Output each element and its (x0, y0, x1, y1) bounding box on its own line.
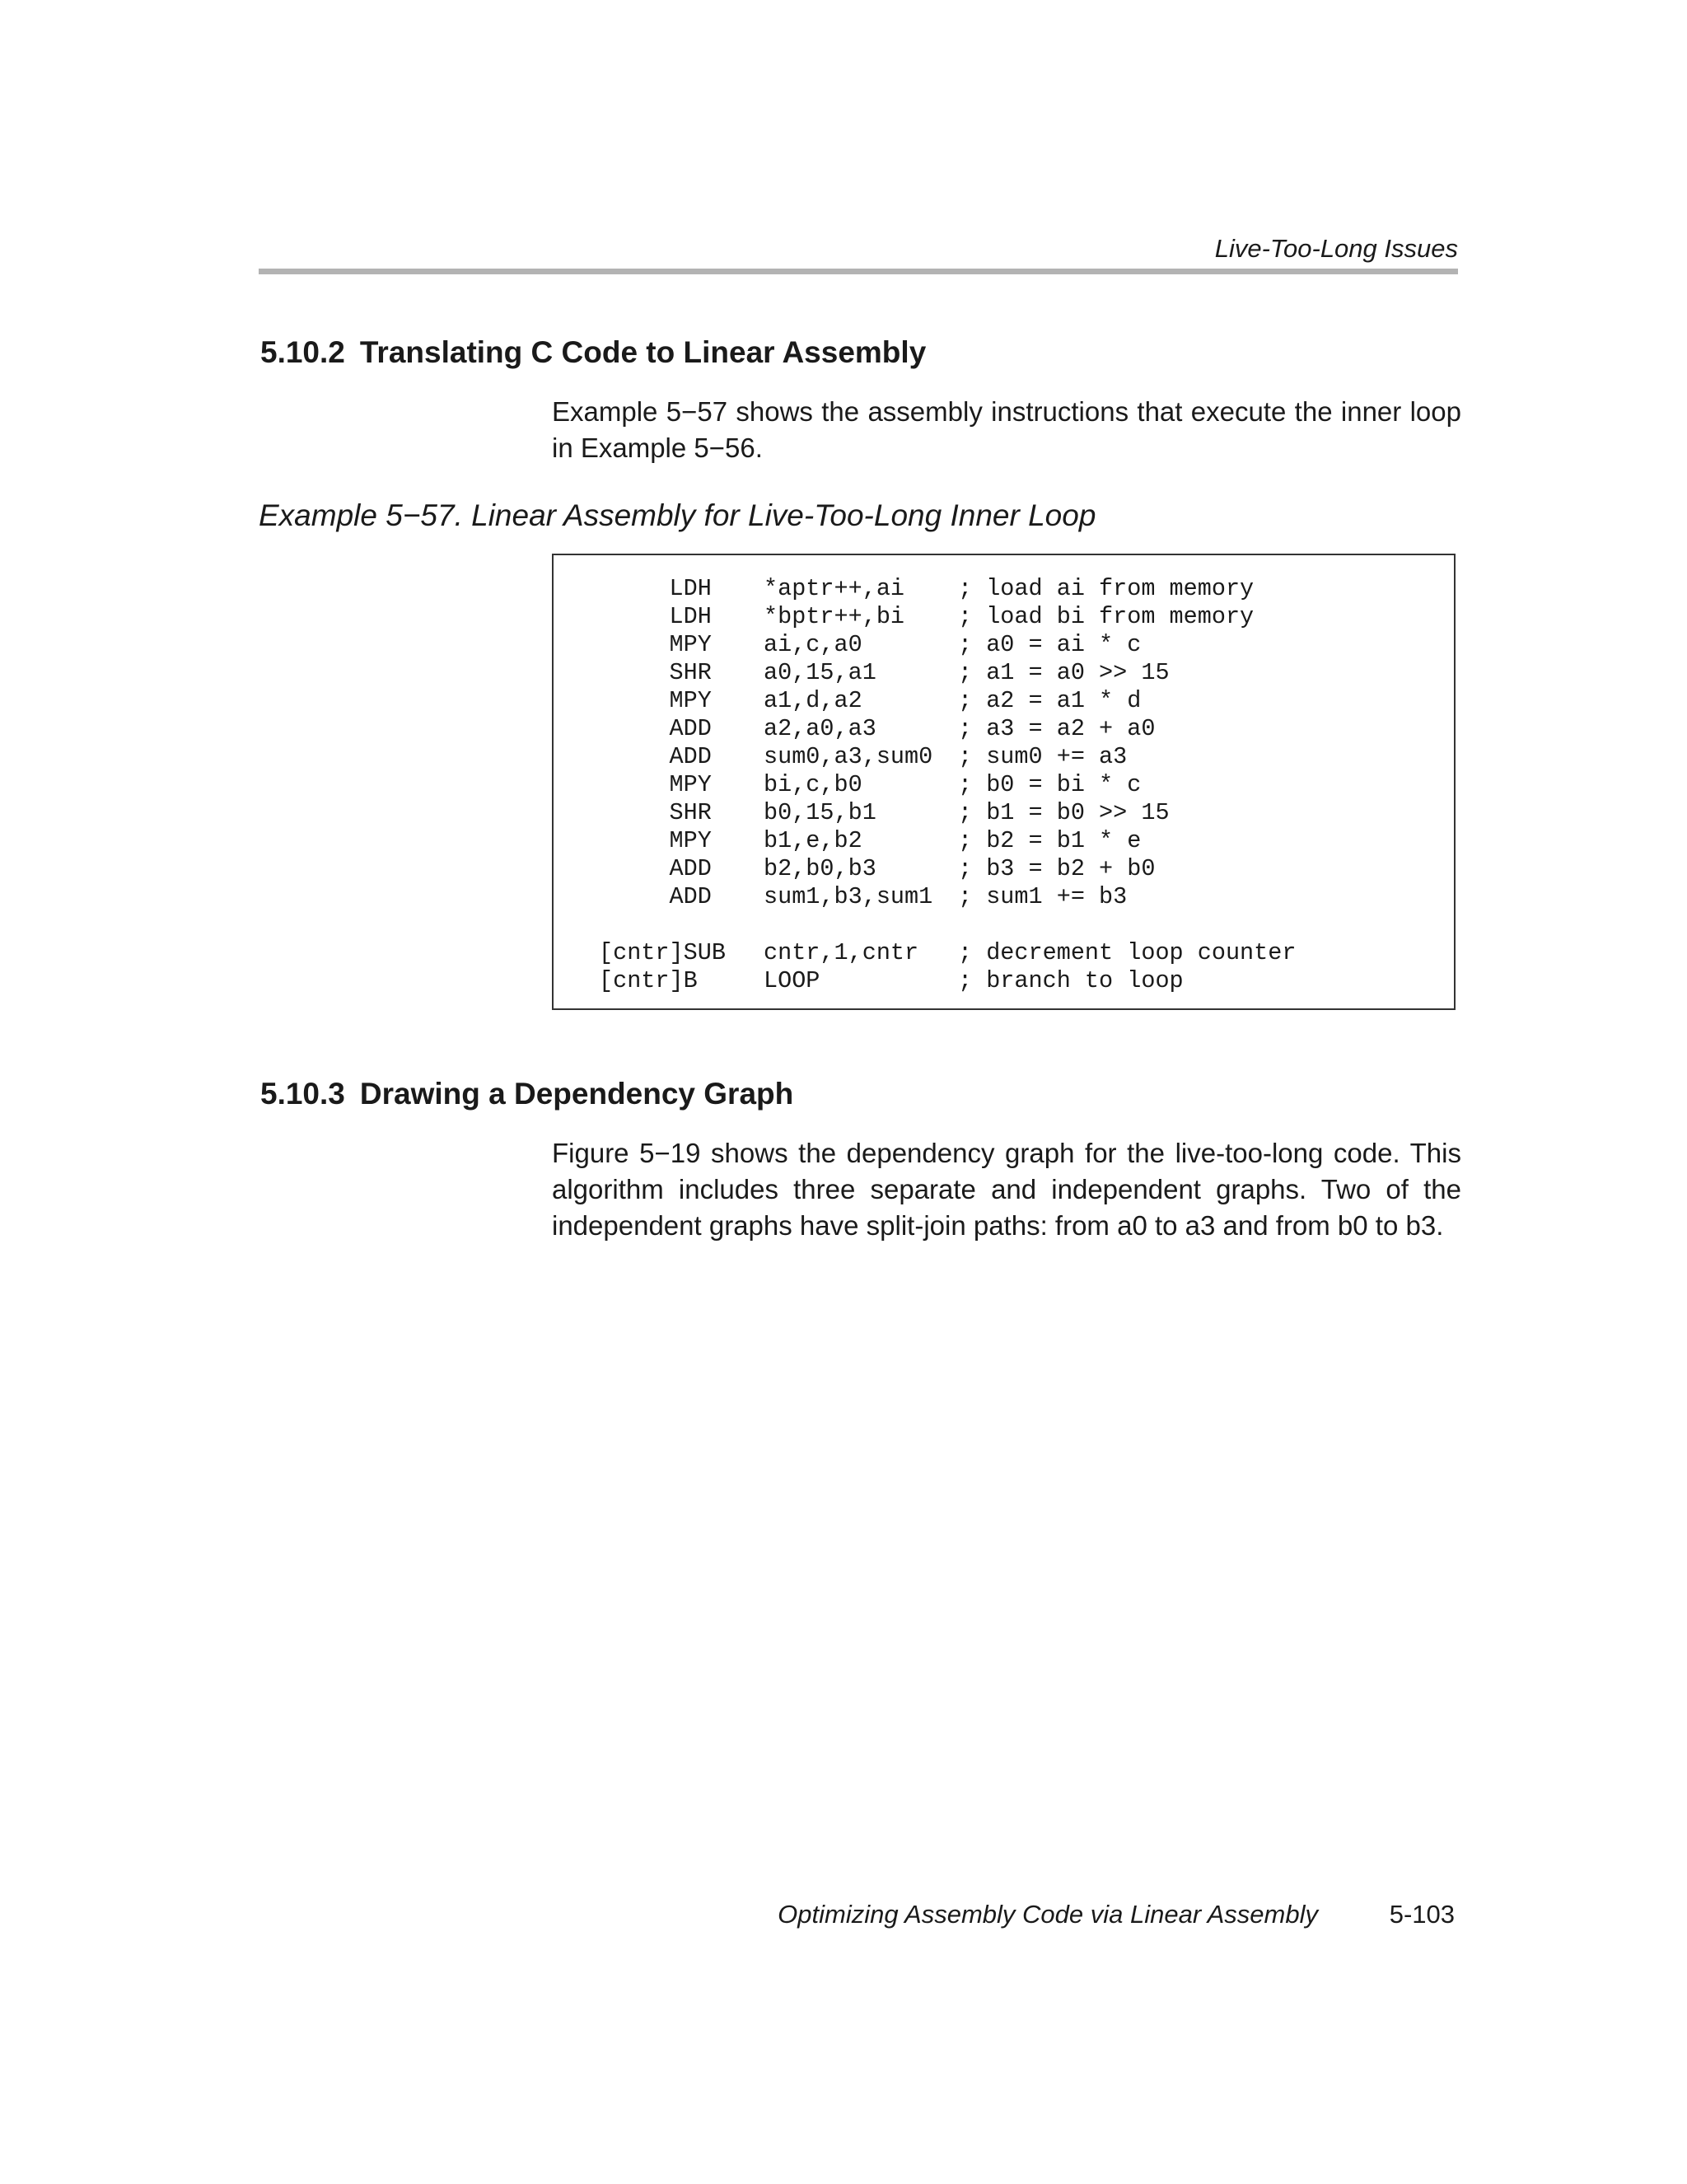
section-number: 5.10.2 (260, 335, 345, 369)
code-line: SHR b0,15,b1 ; b1 = b0 >> 15 (599, 799, 1170, 826)
code-listing-box (552, 554, 1456, 1010)
code-line: LDH *aptr++,ai ; load ai from memory (599, 575, 1255, 602)
code-listing (599, 575, 1296, 995)
section-number: 5.10.3 (260, 1077, 345, 1111)
code-line: MPY b1,e,b2 ; b2 = b1 * e (599, 827, 1142, 854)
footer-title: Optimizing Assembly Code via Linear Assembly (778, 1900, 1318, 1929)
example-caption: Example 5−57. Linear Assembly for Live-Too-Long Inner Loop (259, 498, 1096, 532)
code-line: ADD b2,b0,b3 ; b3 = b2 + b0 (599, 855, 1156, 882)
header-rule (259, 269, 1458, 274)
section-heading-5-10-2 (260, 334, 926, 371)
intro-paragraph: Example 5−57 shows the assembly instructions that execute the inner loop in Example 5−56. (552, 396, 1461, 463)
dependency-paragraph: Figure 5−19 shows the dependency graph for the live-too-long code. This algorithm includes three separate and independent graphs. Two of the independent graphs have split-join paths: from a0 to a3 and from b0 to b3. (552, 1138, 1461, 1241)
section-heading-5-10-3 (260, 1076, 793, 1112)
section-title: Drawing a Dependency Graph (359, 1077, 794, 1111)
code-line: LDH *bptr++,bi ; load bi from memory (599, 603, 1255, 630)
section-title: Translating C Code to Linear Assembly (359, 335, 927, 369)
code-line: MPY a1,d,a2 ; a2 = a1 * d (599, 687, 1142, 714)
page-number: 5-103 (1389, 1900, 1455, 1929)
code-line: MPY bi,c,b0 ; b0 = bi * c (599, 771, 1142, 798)
code-line: SHR a0,15,a1 ; a1 = a0 >> 15 (599, 659, 1170, 686)
code-line: MPY ai,c,a0 ; a0 = ai * c (599, 631, 1142, 658)
code-line: [cntr]B LOOP ; branch to loop (599, 967, 1184, 994)
running-header: Live-Too-Long Issues (1214, 234, 1458, 263)
code-line: ADD sum0,a3,sum0 ; sum0 += a3 (599, 743, 1128, 770)
code-line: [cntr]SUB cntr,1,cntr ; decrement loop counter (599, 939, 1297, 966)
code-line: ADD sum1,b3,sum1 ; sum1 += b3 (599, 883, 1128, 910)
code-blank-line (599, 911, 1296, 939)
code-line: ADD a2,a0,a3 ; a3 = a2 + a0 (599, 715, 1156, 742)
